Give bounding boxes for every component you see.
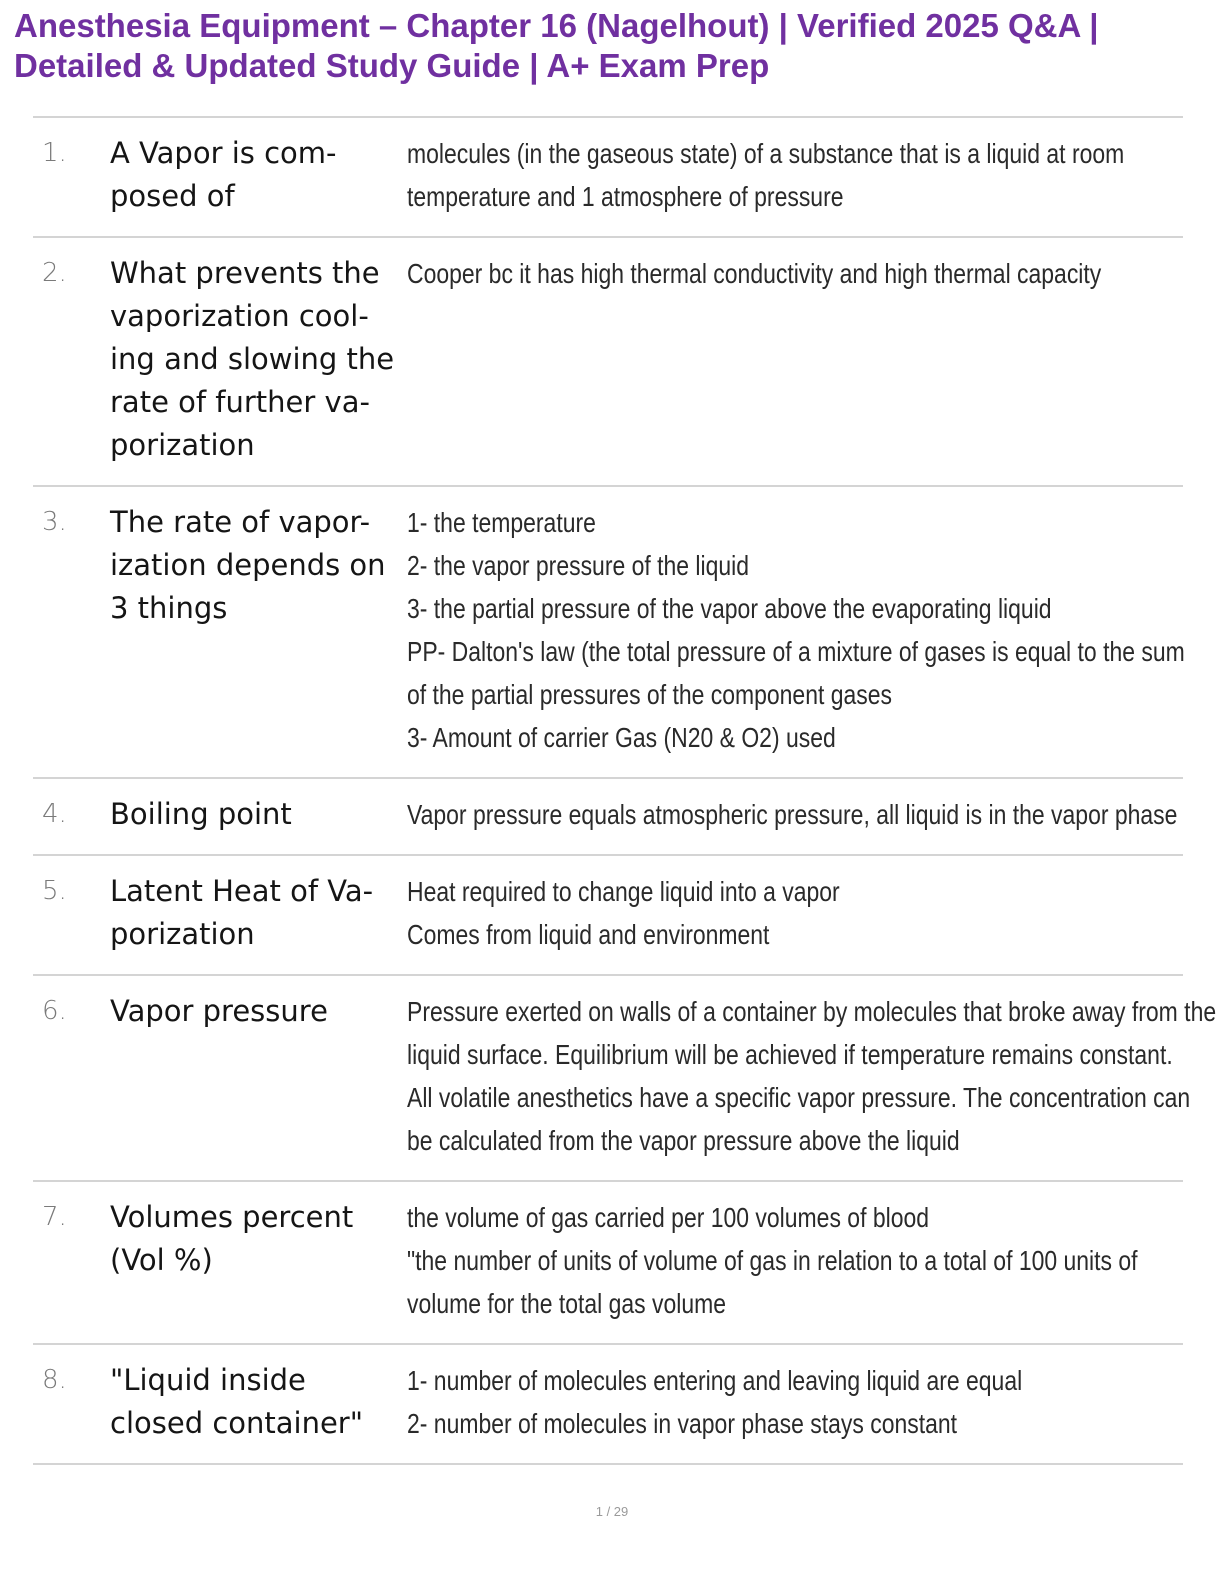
term-line: A Vapor is com-	[110, 136, 337, 170]
card-term	[110, 1196, 407, 1282]
term-line: posed of	[110, 179, 235, 213]
term-line: closed container"	[110, 1406, 364, 1440]
definition-line: Comes from liquid and environment	[407, 919, 770, 950]
term-line: Latent Heat of Va-	[110, 874, 374, 908]
card-definition	[407, 793, 1224, 836]
card-term	[110, 793, 407, 836]
term-line: rate of further va-	[110, 385, 370, 419]
definition-line: 2- number of molecules in vapor phase stays constant	[407, 1408, 958, 1439]
term-line: vaporization cool-	[110, 299, 369, 333]
card-number: 7.	[42, 1202, 67, 1232]
term-line: ing and slowing the	[110, 342, 395, 376]
card-term	[110, 990, 407, 1033]
flashcard-list	[33, 116, 1217, 1465]
term-line: The rate of vapor-	[110, 505, 371, 539]
flashcard-row	[33, 118, 1183, 238]
card-definition	[407, 252, 1224, 295]
definition-line: Cooper bc it has high thermal conductivity and high thermal capacity	[407, 258, 1102, 289]
card-definition	[407, 1196, 1224, 1325]
term-line: porization	[110, 428, 255, 462]
definition-line: 2- the vapor pressure of the liquid	[407, 550, 750, 581]
definition-line: the volume of gas carried per 100 volumes of blood	[407, 1202, 930, 1233]
definition-line: 3- Amount of carrier Gas (N20 & O2) used	[407, 722, 836, 753]
term-line: ization depends on	[110, 548, 386, 582]
flashcard-row	[33, 1182, 1183, 1345]
definition-line: 3- the partial pressure of the vapor above the evaporating liquid	[407, 593, 1052, 624]
card-number: 3.	[42, 507, 67, 537]
card-definition	[407, 990, 1224, 1162]
card-term	[110, 870, 407, 956]
term-line: porization	[110, 917, 255, 951]
term-line: Vapor pressure	[110, 994, 328, 1028]
definition-line: Vapor pressure equals atmospheric pressure, all liquid is in the vapor phase	[407, 799, 1178, 830]
card-number: 5.	[42, 876, 67, 906]
title-line-2: Detailed & Updated Study Guide | A+ Exam Prep	[14, 47, 770, 84]
card-number: 2.	[42, 258, 67, 288]
definition-line: 1- the temperature	[407, 507, 596, 538]
definition-line: Pressure exerted on walls of a container by molecules that broke away from the	[407, 996, 1217, 1027]
definition-line: All volatile anesthetics have a specific vapor pressure. The concentration can	[407, 1082, 1191, 1113]
definition-line: be calculated from the vapor pressure above the liquid	[407, 1125, 960, 1156]
card-term	[110, 501, 407, 630]
term-line: Boiling point	[110, 797, 292, 831]
card-term	[110, 1359, 407, 1445]
definition-line: PP- Dalton's law (the total pressure of a mixture of gases is equal to the sum	[407, 636, 1185, 667]
card-definition	[407, 870, 1183, 956]
definition-line: molecules (in the gaseous state) of a substance that is a liquid at room	[407, 138, 1125, 169]
term-line: "Liquid inside	[110, 1363, 306, 1397]
card-number: 4.	[42, 799, 67, 829]
definition-line: volume for the total gas volume	[407, 1288, 727, 1319]
definition-line: 1- number of molecules entering and leaving liquid are equal	[407, 1365, 1023, 1396]
definition-line: temperature and 1 atmosphere of pressure	[407, 181, 844, 212]
card-definition	[407, 132, 1224, 218]
flashcard-row	[33, 238, 1183, 487]
card-number: 6.	[42, 996, 67, 1026]
document-title	[14, 6, 1204, 86]
flashcard-row	[33, 1345, 1183, 1465]
term-line: Volumes percent	[110, 1200, 354, 1234]
flashcard-row	[33, 487, 1183, 779]
definition-line: "the number of units of volume of gas in relation to a total of 100 units of	[407, 1245, 1138, 1276]
term-line: What prevents the	[110, 256, 380, 290]
flashcard-row	[33, 856, 1183, 976]
card-definition	[407, 1359, 1183, 1445]
definition-line: Heat required to change liquid into a vapor	[407, 876, 840, 907]
definition-line: liquid surface. Equilibrium will be achieved if temperature remains constant.	[407, 1039, 1173, 1070]
card-number: 1.	[42, 138, 67, 168]
card-definition	[407, 501, 1224, 759]
title-line-1: Anesthesia Equipment – Chapter 16 (Nagelhout) | Verified 2025 Q&A |	[14, 7, 1099, 44]
flashcard-row	[33, 976, 1217, 1182]
page-indicator: 1 / 29	[595, 1504, 629, 1519]
card-number: 8.	[42, 1365, 67, 1395]
card-term	[110, 132, 407, 218]
definition-line: of the partial pressures of the component gases	[407, 679, 893, 710]
card-term	[110, 252, 407, 467]
term-line: 3 things	[110, 591, 228, 625]
term-line: (Vol %)	[110, 1243, 213, 1277]
flashcard-row	[33, 779, 1183, 856]
